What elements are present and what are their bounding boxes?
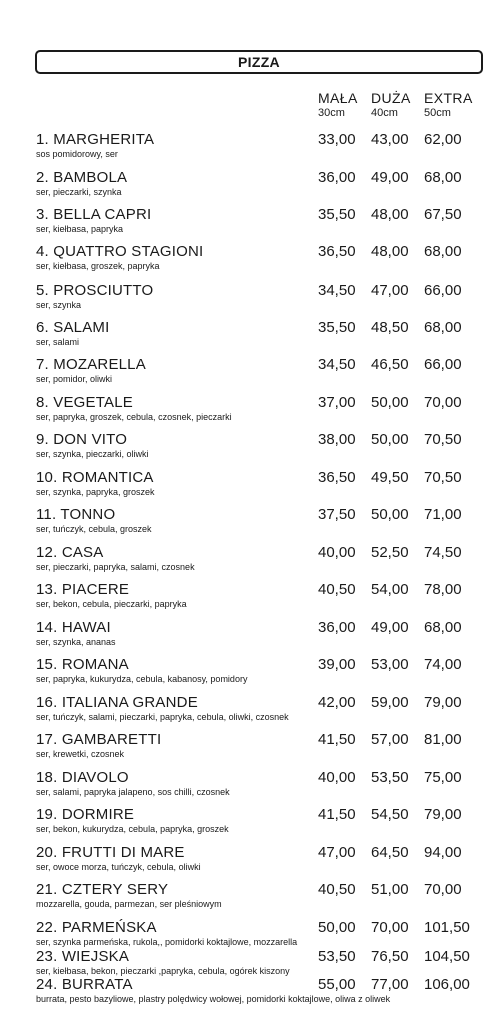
item-price-large: 49,00 — [371, 619, 409, 636]
item-price-large: 53,00 — [371, 656, 409, 673]
item-price-small: 33,00 — [318, 131, 356, 148]
item-ingredients: ser, kiełbasa, papryka — [36, 224, 124, 234]
item-price-large: 46,50 — [371, 356, 409, 373]
item-price-small: 35,50 — [318, 206, 356, 223]
item-name: 5. PROSCIUTTO — [36, 282, 154, 299]
item-price-extra: 68,00 — [424, 169, 462, 186]
item-price-extra: 70,50 — [424, 469, 462, 486]
menu-item — [0, 694, 500, 730]
item-ingredients: ser, kiełbasa, groszek, papryka — [36, 261, 160, 271]
item-price-extra: 66,00 — [424, 282, 462, 299]
item-name: 16. ITALIANA GRANDE — [36, 694, 198, 711]
item-price-small: 36,00 — [318, 619, 356, 636]
item-price-large: 77,00 — [371, 976, 409, 993]
item-price-extra: 106,00 — [424, 976, 470, 993]
item-price-extra: 79,00 — [424, 694, 462, 711]
menu-item — [0, 731, 500, 767]
item-price-extra: 74,50 — [424, 544, 462, 561]
menu-item — [0, 769, 500, 805]
item-ingredients: ser, szynka — [36, 300, 82, 310]
menu-item — [0, 206, 500, 242]
item-price-extra: 62,00 — [424, 131, 462, 148]
item-price-extra: 78,00 — [424, 581, 462, 598]
item-price-large: 59,00 — [371, 694, 409, 711]
item-name: 1. MARGHERITA — [36, 131, 155, 148]
item-price-large: 49,00 — [371, 169, 409, 186]
item-ingredients: ser, szynka, papryka, groszek — [36, 487, 155, 497]
item-ingredients: ser, bekon, cebula, pieczarki, papryka — [36, 599, 187, 609]
item-ingredients: mozzarella, gouda, parmezan, ser pleśniowym — [36, 899, 222, 909]
item-price-small: 40,50 — [318, 581, 356, 598]
size-cm: 40cm — [371, 107, 398, 119]
item-name: 20. FRUTTI DI MARE — [36, 844, 185, 861]
menu-title-text: PIZZA — [238, 54, 280, 70]
item-price-extra: 68,00 — [424, 619, 462, 636]
item-price-large: 54,50 — [371, 806, 409, 823]
menu-item — [0, 394, 500, 430]
item-ingredients: ser, szynka, ananas — [36, 637, 116, 647]
item-name: 18. DIAVOLO — [36, 769, 129, 786]
item-price-large: 50,00 — [371, 506, 409, 523]
menu-item — [0, 581, 500, 617]
menu-item — [0, 469, 500, 505]
size-name: EXTRA — [424, 90, 473, 106]
item-price-large: 48,00 — [371, 243, 409, 260]
menu-item — [0, 131, 500, 167]
item-price-extra: 70,00 — [424, 881, 462, 898]
item-price-large: 50,00 — [371, 431, 409, 448]
menu-item — [0, 656, 500, 692]
item-name: 3. BELLA CAPRI — [36, 206, 152, 223]
item-price-large: 64,50 — [371, 844, 409, 861]
menu-item — [0, 544, 500, 580]
item-name: 11. TONNO — [36, 506, 116, 523]
item-price-small: 42,00 — [318, 694, 356, 711]
item-ingredients: ser, szynka parmeńska, rukola,, pomidorki koktajlowe, mozzarella — [36, 937, 298, 947]
menu-item — [0, 806, 500, 842]
item-price-extra: 104,50 — [424, 948, 470, 965]
item-name: 13. PIACERE — [36, 581, 130, 598]
item-name: 2. BAMBOLA — [36, 169, 128, 186]
item-name: 21. CZTERY SERY — [36, 881, 169, 898]
item-price-large: 47,00 — [371, 282, 409, 299]
item-name: 19. DORMIRE — [36, 806, 135, 823]
item-price-large: 57,00 — [371, 731, 409, 748]
item-ingredients: ser, owoce morza, tuńczyk, cebula, oliwki — [36, 862, 201, 872]
item-price-small: 50,00 — [318, 919, 356, 936]
item-price-small: 55,00 — [318, 976, 356, 993]
menu-item — [0, 169, 500, 205]
item-price-small: 34,50 — [318, 356, 356, 373]
item-name: 4. QUATTRO STAGIONI — [36, 243, 204, 260]
menu-item — [0, 243, 500, 279]
item-price-small: 39,00 — [318, 656, 356, 673]
item-ingredients: ser, papryka, kukurydza, cebula, kabanosy, pomidory — [36, 674, 248, 684]
item-price-large: 53,50 — [371, 769, 409, 786]
item-name: 15. ROMANA — [36, 656, 129, 673]
item-price-extra: 101,50 — [424, 919, 470, 936]
item-price-small: 36,00 — [318, 169, 356, 186]
item-price-large: 76,50 — [371, 948, 409, 965]
item-price-extra: 70,00 — [424, 394, 462, 411]
item-name: 8. VEGETALE — [36, 394, 133, 411]
item-name: 17. GAMBARETTI — [36, 731, 162, 748]
item-price-large: 51,00 — [371, 881, 409, 898]
item-price-extra: 66,00 — [424, 356, 462, 373]
item-ingredients: ser, pieczarki, szynka — [36, 187, 122, 197]
item-price-large: 49,50 — [371, 469, 409, 486]
item-price-large: 43,00 — [371, 131, 409, 148]
item-ingredients: ser, tuńczyk, cebula, groszek — [36, 524, 152, 534]
item-name: 24. BURRATA — [36, 976, 133, 993]
item-price-small: 35,50 — [318, 319, 356, 336]
item-price-small: 34,50 — [318, 282, 356, 299]
menu-item — [0, 844, 500, 880]
item-price-large: 52,50 — [371, 544, 409, 561]
item-ingredients: ser, tuńczyk, salami, pieczarki, papryka, cebula, oliwki, czosnek — [36, 712, 289, 722]
item-ingredients: burrata, pesto bazyliowe, plastry polędwicy wołowej, pomidorki koktajlowe, oliwa z oliwek — [36, 994, 391, 1004]
item-ingredients: ser, salami — [36, 337, 80, 347]
item-price-extra: 67,50 — [424, 206, 462, 223]
item-name: 23. WIEJSKA — [36, 948, 130, 965]
item-price-small: 37,50 — [318, 506, 356, 523]
item-price-large: 54,00 — [371, 581, 409, 598]
item-price-extra: 71,00 — [424, 506, 462, 523]
menu-item — [0, 319, 500, 355]
item-name: 6. SALAMI — [36, 319, 110, 336]
item-price-extra: 81,00 — [424, 731, 462, 748]
item-name: 7. MOZARELLA — [36, 356, 146, 373]
item-price-extra: 94,00 — [424, 844, 462, 861]
item-price-small: 40,50 — [318, 881, 356, 898]
item-ingredients: ser, salami, papryka jalapeno, sos chilli, czosnek — [36, 787, 230, 797]
item-price-small: 36,50 — [318, 469, 356, 486]
item-name: 22. PARMEŃSKA — [36, 919, 157, 936]
item-price-extra: 68,00 — [424, 243, 462, 260]
menu-item — [0, 506, 500, 542]
size-name: DUŻA — [371, 90, 411, 106]
size-cm: 30cm — [318, 107, 345, 119]
item-ingredients: sos pomidorowy, ser — [36, 149, 118, 159]
item-ingredients: ser, szynka, pieczarki, oliwki — [36, 449, 149, 459]
menu-item — [0, 619, 500, 655]
item-ingredients: ser, pomidor, oliwki — [36, 374, 113, 384]
menu-item — [0, 282, 500, 318]
item-ingredients: ser, bekon, kukurydza, cebula, papryka, groszek — [36, 824, 229, 834]
item-name: 10. ROMANTICA — [36, 469, 154, 486]
item-ingredients: ser, pieczarki, papryka, salami, czosnek — [36, 562, 195, 572]
size-name: MAŁA — [318, 90, 358, 106]
item-name: 14. HAWAI — [36, 619, 111, 636]
item-price-extra: 75,00 — [424, 769, 462, 786]
item-price-extra: 68,00 — [424, 319, 462, 336]
item-name: 9. DON VITO — [36, 431, 128, 448]
size-cm: 50cm — [424, 107, 451, 119]
item-price-small: 41,50 — [318, 731, 356, 748]
item-price-extra: 74,00 — [424, 656, 462, 673]
item-price-extra: 70,50 — [424, 431, 462, 448]
menu-item — [0, 881, 500, 917]
item-price-extra: 79,00 — [424, 806, 462, 823]
item-price-small: 38,00 — [318, 431, 356, 448]
item-price-large: 48,50 — [371, 319, 409, 336]
item-price-large: 48,00 — [371, 206, 409, 223]
item-price-small: 47,00 — [318, 844, 356, 861]
item-price-large: 50,00 — [371, 394, 409, 411]
menu-item — [0, 976, 500, 1012]
menu-item — [0, 356, 500, 392]
item-price-small: 40,00 — [318, 769, 356, 786]
item-ingredients: ser, kiełbasa, bekon, pieczarki ,papryka, cebula, ogórek kiszony — [36, 966, 290, 976]
item-price-small: 40,00 — [318, 544, 356, 561]
item-name: 12. CASA — [36, 544, 104, 561]
item-ingredients: ser, krewetki, czosnek — [36, 749, 125, 759]
item-price-large: 70,00 — [371, 919, 409, 936]
item-price-small: 41,50 — [318, 806, 356, 823]
item-price-small: 37,00 — [318, 394, 356, 411]
menu-item — [0, 431, 500, 467]
item-ingredients: ser, papryka, groszek, cebula, czosnek, pieczarki — [36, 412, 232, 422]
item-price-small: 53,50 — [318, 948, 356, 965]
item-price-small: 36,50 — [318, 243, 356, 260]
